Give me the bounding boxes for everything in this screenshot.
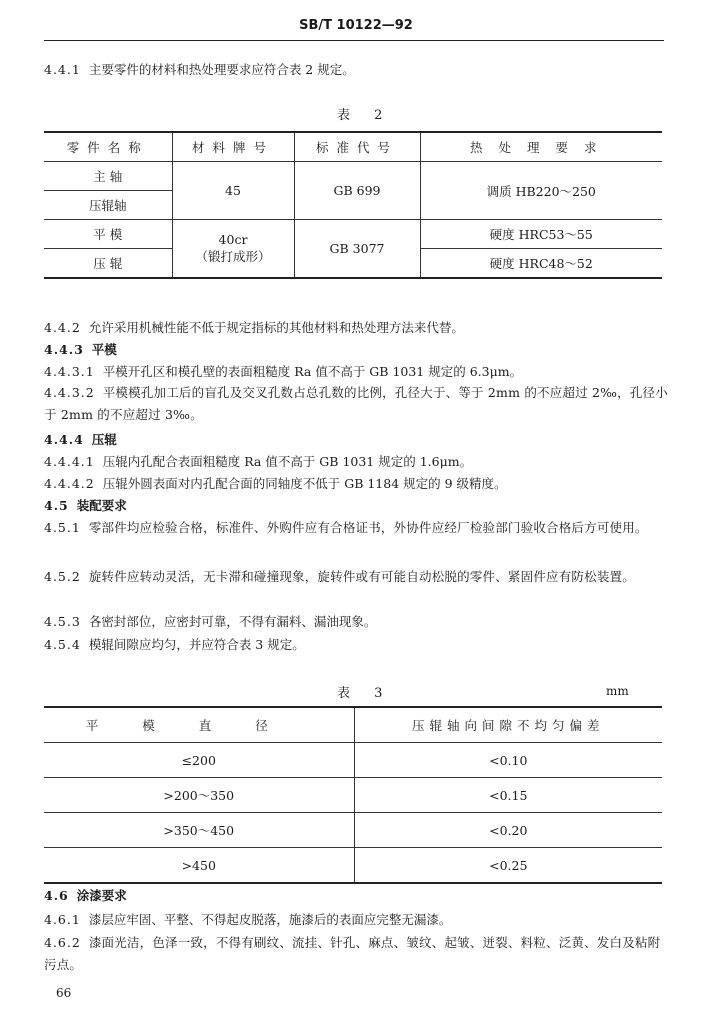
heading-4-4-3	[44, 340, 668, 360]
clause-number: 4.5.1	[44, 520, 81, 535]
part-name-cell: 压 辊	[44, 249, 172, 279]
clause-text: 漆面光洁，色泽一致，不得有刷纹、流挂、针孔、麻点、皱纹、起皱、迸裂、料粒、泛黄、发白及粘附污点。	[44, 935, 661, 972]
column-header: 热处理要求	[420, 132, 662, 162]
table-header-row	[44, 132, 662, 162]
page-number: 66	[56, 986, 72, 1000]
clause-number: 4.6.2	[44, 935, 81, 950]
clause-title: 平模	[91, 342, 117, 357]
header-rule	[44, 40, 664, 41]
clause-number: 4.4.4	[44, 432, 84, 447]
heading-4-5	[44, 496, 668, 516]
clause-number: 4.6.1	[44, 912, 81, 927]
table-row	[44, 778, 662, 813]
clause-text: 旋转件应转动灵活，无卡滞和碰撞现象，旋转件或有可能自动松脱的零件、紧固件应有防松装置。	[88, 569, 635, 584]
heat-treatment-cell: 调质 HB220～250	[420, 162, 662, 220]
deviation-cell: <0.10	[354, 743, 662, 778]
table-row	[44, 162, 662, 191]
table-row	[44, 220, 662, 249]
column-header: 压辊轴向间隙不均匀偏差	[354, 707, 662, 743]
heading-4-6	[44, 886, 668, 906]
column-header: 标准代号	[294, 132, 420, 162]
clause-text: 压辊外圆表面对内孔配合面的同轴度不低于 GB 1184 规定的 9 级精度。	[102, 476, 507, 491]
clause-number: 4.4.3.1	[44, 364, 95, 379]
clause-text: 零部件均应检验合格，标准件、外购件应有合格证书，外协件应经厂检验部门验收合格后方可使用。	[88, 520, 648, 535]
clause-number: 4.4.3.2	[44, 385, 95, 400]
deviation-cell: <0.15	[354, 778, 662, 813]
table-row	[44, 813, 662, 848]
clause-number: 4.4.3	[44, 342, 84, 357]
material-note: （锻打成形）	[195, 249, 271, 264]
material-grade: 40cr	[218, 232, 248, 247]
diameter-cell: >350～450	[44, 813, 354, 848]
paragraph-4-5-4	[44, 635, 668, 655]
clause-number: 4.5	[44, 498, 69, 513]
column-header: 零件名称	[44, 132, 172, 162]
table-2	[44, 131, 662, 279]
table-3-caption: 表 3	[337, 686, 393, 701]
heat-treatment-cell: 硬度 HRC53～55	[420, 220, 662, 249]
document-header: SB/T 10122—92	[299, 18, 413, 33]
paragraph-4-5-3	[44, 612, 668, 632]
clause-text: 各密封部位，应密封可靠，不得有漏料、漏油现象。	[88, 614, 377, 629]
paragraph-4-5-1	[44, 517, 668, 539]
deviation-cell: <0.25	[354, 848, 662, 884]
table-row	[44, 743, 662, 778]
part-name-cell: 主 轴	[44, 162, 172, 191]
diameter-cell: >450	[44, 848, 354, 884]
part-name-cell: 平 模	[44, 220, 172, 249]
clause-text: 主要零件的材料和热处理要求应符合表 2 规定。	[88, 62, 355, 77]
paragraph-4-4-1	[44, 60, 668, 80]
paragraph-4-4-4-2	[44, 474, 668, 494]
paragraph-4-5-2	[44, 566, 668, 588]
paragraph-4-6-2	[44, 932, 668, 976]
paragraph-4-6-1	[44, 910, 668, 930]
paragraph-4-4-2	[44, 318, 668, 338]
table-3	[44, 706, 662, 884]
column-header: 材料牌号	[172, 132, 294, 162]
heading-4-4-4	[44, 430, 668, 450]
material-cell	[172, 220, 294, 279]
clause-text: 漆层应牢固、平整、不得起皮脱落，施漆后的表面应完整无漏漆。	[88, 912, 452, 927]
clause-number: 4.5.4	[44, 637, 81, 652]
material-cell: 45	[172, 162, 294, 220]
deviation-cell: <0.20	[354, 813, 662, 848]
clause-text: 允许采用机械性能不低于规定指标的其他材料和热处理方法来代替。	[88, 320, 464, 335]
clause-title: 装配要求	[76, 498, 127, 513]
clause-title: 涂漆要求	[76, 888, 127, 903]
table-2-caption: 表 2	[337, 108, 393, 123]
clause-number: 4.4.1	[44, 62, 81, 77]
standard-cell: GB 3077	[294, 220, 420, 279]
clause-number: 4.5.3	[44, 614, 81, 629]
clause-text: 平模模孔加工后的盲孔及交叉孔数占总孔数的比例，孔径大于、等于 2mm 的不应超过 2‰，孔径小于 2mm 的不应超过 3‰。	[44, 385, 668, 422]
clause-number: 4.5.2	[44, 569, 81, 584]
paragraph-4-4-3-2	[44, 382, 668, 426]
table-header-row	[44, 707, 662, 743]
clause-text: 模辊间隙应均匀，并应符合表 3 规定。	[88, 637, 305, 652]
clause-number: 4.6	[44, 888, 69, 903]
diameter-cell: >200～350	[44, 778, 354, 813]
clause-text: 压辊内孔配合表面粗糙度 Ra 值不高于 GB 1031 规定的 1.6μm。	[102, 454, 473, 469]
part-name-cell: 压辊轴	[44, 191, 172, 220]
diameter-cell: ≤200	[44, 743, 354, 778]
clause-number: 4.4.4.2	[44, 476, 95, 491]
paragraph-4-4-3-1	[44, 362, 668, 382]
clause-title: 压辊	[91, 432, 117, 447]
heat-treatment-cell: 硬度 HRC48～52	[420, 249, 662, 279]
paragraph-4-4-4-1	[44, 452, 668, 472]
clause-number: 4.4.2	[44, 320, 81, 335]
clause-number: 4.4.4.1	[44, 454, 95, 469]
standard-cell: GB 699	[294, 162, 420, 220]
clause-text: 平模开孔区和模孔壁的表面粗糙度 Ra 值不高于 GB 1031 规定的 6.3μm。	[102, 364, 523, 379]
table-3-unit: mm	[606, 684, 629, 698]
table-row	[44, 848, 662, 884]
column-header: 平模直径	[44, 707, 354, 743]
